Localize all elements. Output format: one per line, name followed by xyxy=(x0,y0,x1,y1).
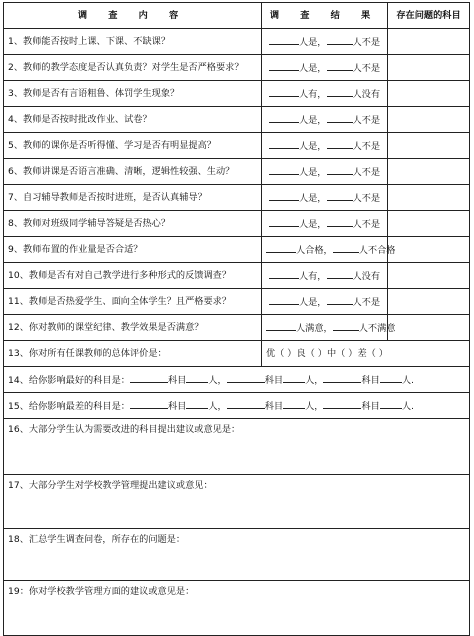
fill-in-blank[interactable] xyxy=(269,87,299,97)
subject-label: 科目 xyxy=(167,400,187,412)
fill-in-blank[interactable] xyxy=(327,165,353,175)
fill-in-blank[interactable] xyxy=(327,35,353,45)
fill-in-blank[interactable] xyxy=(269,139,299,149)
header-subject: 存在问题的科目 xyxy=(388,3,470,29)
fill-in-blank[interactable] xyxy=(269,35,299,45)
answer-option-b: 人不是 xyxy=(352,62,381,74)
question-text: 9、教师布置的作业量是否合适？ xyxy=(4,237,262,263)
question-text: 14、给你影响最好的科目是： xyxy=(8,374,130,386)
person-label: 人. xyxy=(401,374,414,386)
question-text: 4、教师是否按时批改作业、试卷？ xyxy=(4,107,262,133)
table-row xyxy=(4,419,470,475)
answer-option-a: 人是， xyxy=(298,140,327,152)
result-cell xyxy=(262,55,388,81)
question-text: 13、你对所有任课教师的总体评价是： xyxy=(4,341,262,367)
open-question[interactable]: 18、汇总学生调查问卷，所存在的问题是： xyxy=(4,529,470,581)
result-cell xyxy=(262,107,388,133)
fill-in-blank[interactable] xyxy=(186,399,208,409)
subject-cell[interactable] xyxy=(388,133,470,159)
answer-option-a: 人满意， xyxy=(296,322,333,334)
answer-option-a: 人是， xyxy=(298,36,327,48)
answer-option-a: 人是， xyxy=(298,192,327,204)
fill-in-blank[interactable] xyxy=(227,399,265,409)
answer-option-a: 人有， xyxy=(298,88,327,100)
subject-cell[interactable] xyxy=(388,289,470,315)
answer-option-a: 人是， xyxy=(298,114,327,126)
person-label: 人， xyxy=(208,400,227,412)
question-text: 7、自习辅导教师是否按时进班，是否认真辅导？ xyxy=(4,185,262,211)
fill-in-blank[interactable] xyxy=(186,373,208,383)
subject-cell[interactable] xyxy=(388,29,470,55)
fill-in-blank[interactable] xyxy=(269,295,299,305)
person-label: 人， xyxy=(305,374,324,386)
table-row xyxy=(4,475,470,529)
person-label: 人， xyxy=(305,400,324,412)
open-question[interactable]: 19：你对学校教学管理方面的建议或意见是： xyxy=(4,581,470,636)
result-cell xyxy=(262,263,388,289)
subject-ranking-cell xyxy=(4,393,470,419)
answer-option-b: 人不是 xyxy=(352,114,381,126)
fill-in-blank[interactable] xyxy=(323,373,361,383)
table-row xyxy=(4,315,470,341)
answer-option-b: 人不合格 xyxy=(358,244,396,256)
subject-label: 科目 xyxy=(264,400,284,412)
question-text: 10、教师是否有对自己教学进行多种形式的反馈调查？ xyxy=(4,263,262,289)
person-label: 人. xyxy=(401,400,414,412)
subject-cell[interactable] xyxy=(388,315,470,341)
question-text: 2、教师的教学态度是否认真负责？对学生是否严格要求？ xyxy=(4,55,262,81)
table-row xyxy=(4,341,470,367)
question-text: 8、教师对班级同学辅导答疑是否热心？ xyxy=(4,211,262,237)
subject-label: 科目 xyxy=(361,374,380,386)
answer-option-b: 人没有 xyxy=(352,88,381,100)
question-text: 6、教师讲课是否语言准确、清晰，逻辑性较强、生动？ xyxy=(4,159,262,185)
answer-option-b: 人不是 xyxy=(352,166,381,178)
result-cell xyxy=(262,159,388,185)
fill-in-blank[interactable] xyxy=(327,61,353,71)
header-row xyxy=(4,3,470,29)
table-row xyxy=(4,107,470,133)
fill-in-blank[interactable] xyxy=(130,399,168,409)
table-row xyxy=(4,393,470,419)
fill-in-blank[interactable] xyxy=(333,321,359,331)
question-text: 3、教师是否有言语粗鲁、体罚学生现象？ xyxy=(4,81,262,107)
fill-in-blank[interactable] xyxy=(266,321,296,331)
subject-cell[interactable] xyxy=(388,159,470,185)
fill-in-blank[interactable] xyxy=(327,295,353,305)
header-content: 调 查 内 容 xyxy=(4,3,262,29)
subject-cell[interactable] xyxy=(388,81,470,107)
result-cell xyxy=(262,29,388,55)
fill-in-blank[interactable] xyxy=(323,399,361,409)
question-text: 15、给你影响最差的科目是： xyxy=(8,400,130,412)
result-cell xyxy=(262,185,388,211)
person-label: 人， xyxy=(208,374,227,386)
fill-in-blank[interactable] xyxy=(269,61,299,71)
table-row xyxy=(4,237,470,263)
subject-label: 科目 xyxy=(264,374,284,386)
answer-option-a: 人是， xyxy=(298,296,327,308)
result-cell xyxy=(262,237,396,263)
fill-in-blank[interactable] xyxy=(327,87,353,97)
open-question[interactable]: 17、大部分学生对学校教学管理提出建议或意见： xyxy=(4,475,470,529)
table-row xyxy=(4,55,470,81)
table-row xyxy=(4,211,470,237)
subject-cell[interactable] xyxy=(388,185,470,211)
table-row xyxy=(4,81,470,107)
question-text: 1、教师能否按时上课、下课、不缺课？ xyxy=(4,29,262,55)
header-result: 调 查 结 果 xyxy=(262,3,388,29)
fill-in-blank[interactable] xyxy=(380,373,402,383)
answer-option-a: 人合格， xyxy=(296,244,333,256)
fill-in-blank[interactable] xyxy=(266,243,296,253)
answer-option-b: 人不是 xyxy=(352,192,381,204)
fill-in-blank[interactable] xyxy=(269,217,299,227)
subject-cell[interactable] xyxy=(388,211,470,237)
table-row xyxy=(4,133,470,159)
fill-in-blank[interactable] xyxy=(327,139,353,149)
answer-option-a: 人是， xyxy=(298,166,327,178)
fill-in-blank[interactable] xyxy=(269,165,299,175)
table-row xyxy=(4,289,470,315)
table-row xyxy=(4,185,470,211)
fill-in-blank[interactable] xyxy=(327,191,353,201)
answer-option-b: 人不是 xyxy=(352,140,381,152)
answer-option-b: 人不是 xyxy=(352,296,381,308)
fill-in-blank[interactable] xyxy=(283,399,305,409)
fill-in-blank[interactable] xyxy=(327,217,353,227)
fill-in-blank[interactable] xyxy=(269,113,299,123)
answer-option-b: 人没有 xyxy=(352,270,381,282)
fill-in-blank[interactable] xyxy=(269,191,299,201)
fill-in-blank[interactable] xyxy=(227,373,265,383)
fill-in-blank[interactable] xyxy=(380,399,402,409)
answer-option-b: 人不满意 xyxy=(358,322,396,334)
question-text: 12、你对教师的课堂纪律、教学效果是否满意？ xyxy=(4,315,262,341)
survey-table xyxy=(3,2,470,636)
table-row xyxy=(4,159,470,185)
subject-cell[interactable] xyxy=(388,237,470,263)
result-cell xyxy=(262,133,388,159)
answer-option-b: 人不是 xyxy=(352,218,381,230)
fill-in-blank[interactable] xyxy=(333,243,359,253)
result-cell xyxy=(262,211,388,237)
result-cell xyxy=(262,289,388,315)
subject-ranking-cell xyxy=(4,367,470,393)
result-cell xyxy=(262,315,396,341)
answer-option-b: 人不是 xyxy=(352,36,381,48)
table-row xyxy=(4,263,470,289)
open-question[interactable]: 16、大部分学生认为需要改进的科目提出建议或意见是： xyxy=(4,419,470,475)
subject-cell[interactable] xyxy=(388,263,470,289)
answer-option-a: 人是， xyxy=(298,62,327,74)
rating-cell[interactable]: 优（ ）良（ ）中（ ）差（ ） xyxy=(262,341,470,367)
table-row xyxy=(4,529,470,581)
result-cell xyxy=(262,81,388,107)
subject-cell[interactable] xyxy=(388,55,470,81)
answer-option-a: 人是， xyxy=(298,218,327,230)
answer-option-a: 人有， xyxy=(298,270,327,282)
subject-label: 科目 xyxy=(361,400,380,412)
subject-label: 科目 xyxy=(167,374,187,386)
table-row xyxy=(4,581,470,636)
fill-in-blank[interactable] xyxy=(283,373,305,383)
question-text: 11、教师是否热爱学生、面向全体学生？且严格要求？ xyxy=(4,289,262,315)
question-text: 5、教师的课你是否听得懂、学习是否有明显提高？ xyxy=(4,133,262,159)
fill-in-blank[interactable] xyxy=(130,373,168,383)
table-row xyxy=(4,367,470,393)
fill-in-blank[interactable] xyxy=(269,269,299,279)
fill-in-blank[interactable] xyxy=(327,269,353,279)
table-row xyxy=(4,29,470,55)
subject-cell[interactable] xyxy=(388,107,470,133)
fill-in-blank[interactable] xyxy=(327,113,353,123)
